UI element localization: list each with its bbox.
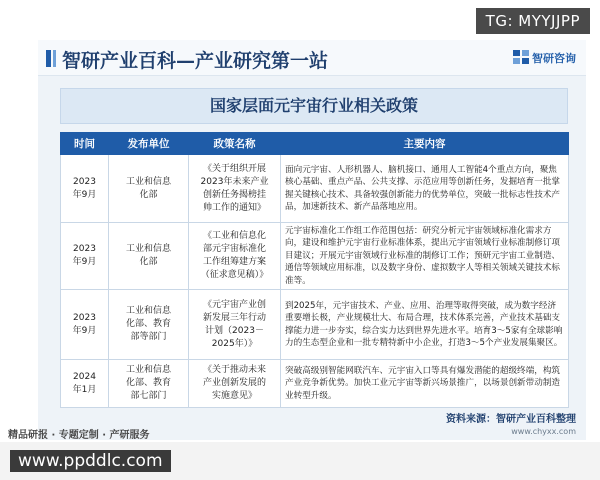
table-row [61,223,569,290]
brand-name: 智研咨询 [532,52,576,65]
source-note [446,410,576,436]
column-header: 主要内容 [281,133,569,155]
document-title: 国家层面元宇宙行业相关政策 [209,96,418,115]
cell-policy: 《工业和信息化 部元宇宙标准化 工作组筹建方案 （征求意见稿）》 [189,223,281,290]
site-title: 智研产业百科—产业研究第一站 [62,50,329,72]
document-title-box [60,88,568,124]
cell-publisher: 工业和信息 化部 [109,223,189,290]
cell-time: 2023 年9月 [61,290,109,360]
cell-content: 面向元宇宙、人形机器人、脑机接口、通用人工智能4个重点方向，聚焦核心基础、重点产品、公共支撑、示范应用等创新任务，发掘培育一批掌握关键核心技术、具备较强创新能力的优势单位，突破一批标志性技术产品，加速新技术、新产品落地应用。 [281,155,569,223]
cell-content: 到2025年，元宇宙技术、产业、应用、治理等取得突破，成为数字经济重要增长极，产业规模壮大、布局合理，技术体系完善，产业技术基础支撑能力进一步夯实，综合实力达到世界先进水平。培育3～5家有全球影响力的生态型企业和一批专精特新中小企业，打造3～5个产业发展集聚区。 [281,290,569,360]
column-header: 时间 [61,133,109,155]
article-card [38,40,586,440]
services-line: 精品研报 · 专题定制 · 产研服务 [8,430,150,441]
brand [513,50,576,66]
cell-publisher: 工业和信息 化部 [109,155,189,223]
tg-tag: TG: MYYJJPP [476,8,590,34]
policy-table [60,132,569,408]
table-header-row [61,133,569,155]
source-line: 资料来源：智研产业百科整理 [446,414,576,425]
watermark-url: www.ppddlc.com [10,450,171,472]
cell-publisher: 工业和信息 化部、教育 部七部门 [109,360,189,408]
cell-policy: 《关于推动未来 产业创新发展的 实施意见》 [189,360,281,408]
header-accent-bar [46,50,51,67]
cell-time: 2023 年9月 [61,223,109,290]
cell-time: 2024 年1月 [61,360,109,408]
cell-policy: 《关于组织开展 2023年未来产业 创新任务揭榜挂 帅工作的通知》 [189,155,281,223]
table-row [61,155,569,223]
card-header [38,40,586,76]
column-header: 政策名称 [189,133,281,155]
cell-time: 2023 年9月 [61,155,109,223]
column-header: 发布单位 [109,133,189,155]
cell-content: 元宇宙标准化工作组工作范围包括：研究分析元宇宙领域标准化需求方向，建设和维护元宇宙行业标准体系，提出元宇宙领域行业标准制修订项目建议；开展元宇宙领域行业标准的制修订工作；预研元宇宙工业制造、通信等领域应用标准，以及数字身份、虚拟数字人等相关领域关键技术标准等。 [281,223,569,290]
cell-content: 突破高级别智能网联汽车、元宇宙入口等具有爆发潜能的超级终端，构筑产业竞争新优势。加快工业元宇宙等新兴场景推广，以场景创新带动制造业转型升级。 [281,360,569,408]
table-row [61,360,569,408]
header-accent-bar-light [53,50,56,67]
source-url: www.chyxx.com [511,427,576,436]
table-row [61,290,569,360]
cell-publisher: 工业和信息 化部、教育 部等部门 [109,290,189,360]
cell-policy: 《元宇宙产业创 新发展三年行动 计划（2023－ 2025年）》 [189,290,281,360]
zhiyan-logo-icon [513,50,529,64]
